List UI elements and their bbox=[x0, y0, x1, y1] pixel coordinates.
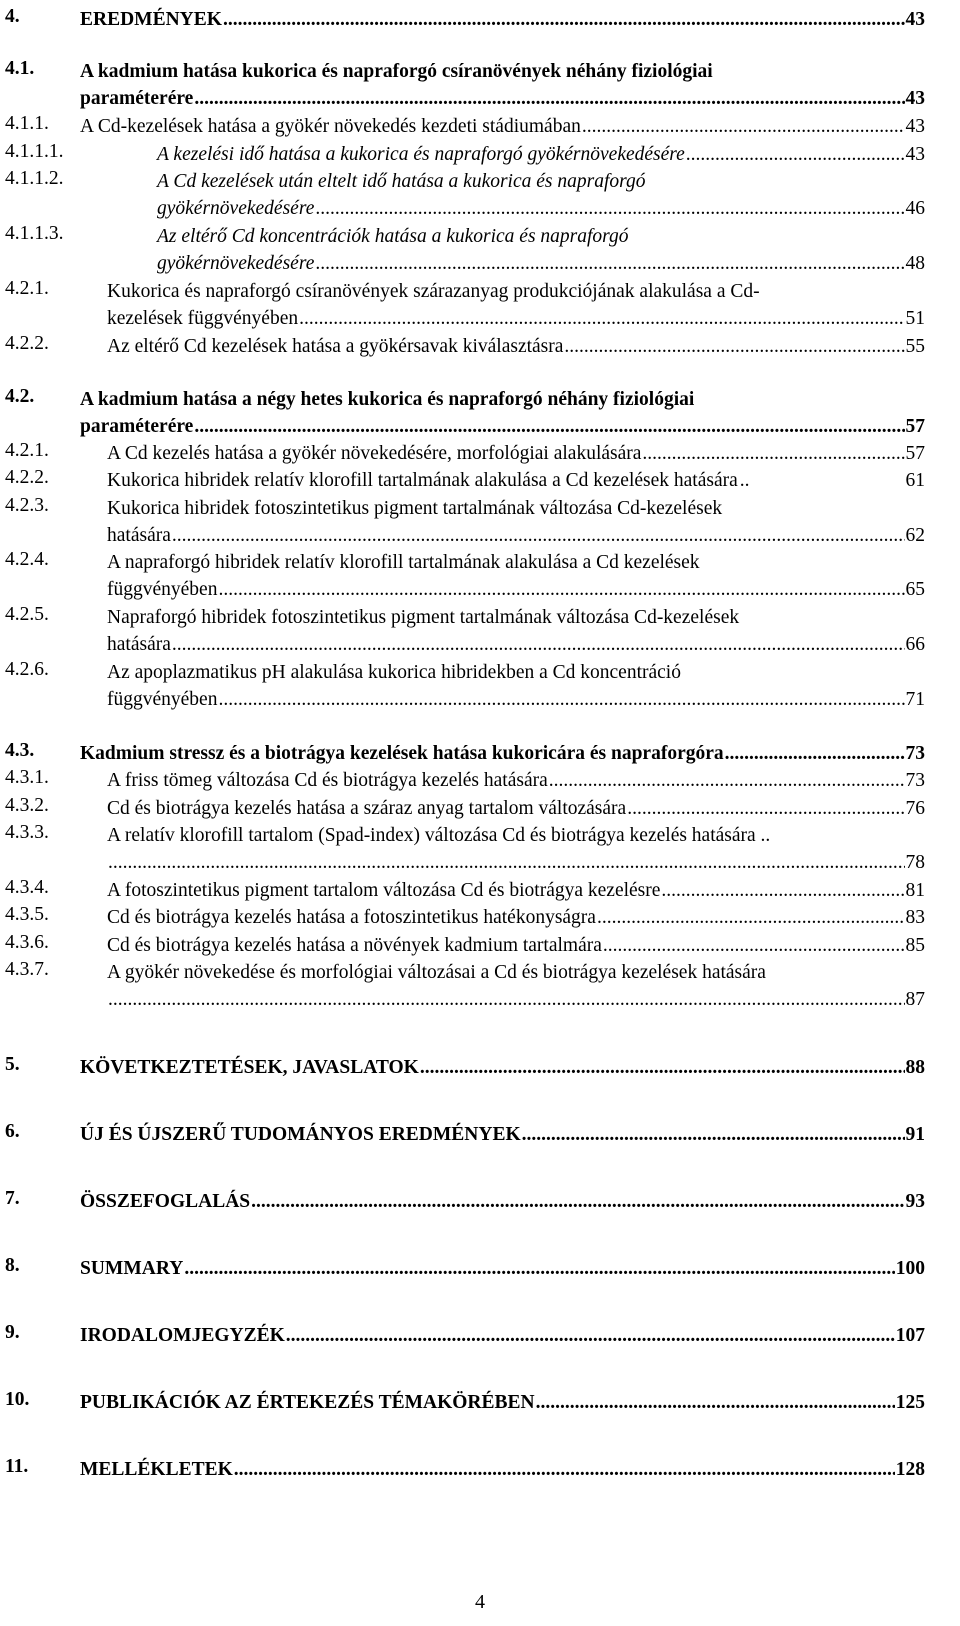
toc-entry-page: 73 bbox=[905, 770, 925, 791]
toc-entry-page: 61 bbox=[905, 470, 925, 491]
toc-entry-page: 85 bbox=[905, 935, 925, 956]
toc-entry-page: 71 bbox=[905, 689, 925, 710]
toc-entry-title: A Cd kezelések után eltelt idő hatása a kukorica és napraforgó bbox=[157, 171, 646, 192]
toc-entry-title-cont: gyökérnövekedésére bbox=[157, 253, 315, 274]
toc-entry-page: 55 bbox=[905, 336, 925, 357]
toc-entry-number: 4. bbox=[5, 6, 20, 27]
toc-entry-number: 4.3.3. bbox=[5, 822, 49, 843]
toc-entry-page: 128 bbox=[895, 1459, 925, 1480]
toc-entry-title: A kadmium hatása kukorica és napraforgó csíranövények néhány fiziológiai bbox=[80, 61, 713, 82]
toc-entry-number: 4.3.4. bbox=[5, 877, 49, 898]
toc-entry-number: 4.3.5. bbox=[5, 904, 49, 925]
toc-entry-page: 100 bbox=[895, 1258, 925, 1279]
toc-entry-number: 4.3.1. bbox=[5, 767, 49, 788]
toc-entry-page: 125 bbox=[895, 1392, 925, 1413]
toc-entry-page: 46 bbox=[905, 198, 925, 219]
toc-entry-page: 43 bbox=[905, 9, 925, 30]
toc-entry-title: SUMMARY bbox=[80, 1258, 184, 1279]
toc-entry-title: Kukorica hibridek fotoszintetikus pigment tartalmának változása Cd-kezelések bbox=[107, 498, 723, 519]
toc-entry-page: 43 bbox=[905, 144, 925, 165]
toc-entry-title: A Cd-kezelések hatása a gyökér növekedés kezdeti stádiumában bbox=[80, 116, 581, 137]
toc-entry-title: A kezelési idő hatása a kukorica és napraforgó gyökérnövekedésére bbox=[157, 144, 685, 165]
toc-entry-page: 88 bbox=[905, 1057, 925, 1078]
toc-entry-number: 4.3.2. bbox=[5, 795, 49, 816]
toc-entry-number: 4.2.1. bbox=[5, 278, 49, 299]
toc-entry-title: A kadmium hatása a négy hetes kukorica és napraforgó néhány fiziológiai bbox=[80, 389, 695, 410]
toc-entry-title-cont: függvényében bbox=[107, 689, 218, 710]
toc-entry-number: 4.1. bbox=[5, 58, 35, 79]
toc-entry-page: 73 bbox=[905, 743, 925, 764]
toc-entry-page: 78 bbox=[905, 852, 925, 873]
toc-entry-number: 4.3.7. bbox=[5, 959, 49, 980]
page-number: 4 bbox=[475, 1591, 485, 1613]
toc-entry-page: 65 bbox=[905, 579, 925, 600]
toc-entry-page: 62 bbox=[905, 525, 925, 546]
toc-entry-title: PUBLIKÁCIÓK AZ ÉRTEKEZÉS TÉMAKÖRÉBEN bbox=[80, 1392, 535, 1413]
toc-entry-title: Cd és biotrágya kezelés hatása a növények kadmium tartalmára bbox=[107, 935, 602, 956]
toc-entry-page: 43 bbox=[905, 88, 925, 109]
toc-entry-number: 6. bbox=[5, 1121, 20, 1142]
toc-entry-number: 4.1.1. bbox=[5, 113, 49, 134]
toc-entry-number: 8. bbox=[5, 1255, 20, 1276]
toc-entry-number: 4.2.1. bbox=[5, 440, 49, 461]
toc-entry-number: 4.2.6. bbox=[5, 659, 49, 680]
toc-entry-page: 76 bbox=[905, 798, 925, 819]
toc-entry-title-cont: paraméterére bbox=[80, 88, 194, 109]
toc-entry-number: 4.2.4. bbox=[5, 549, 49, 570]
toc-entry-title: ÚJ ÉS ÚJSZERŰ TUDOMÁNYOS EREDMÉNYEK bbox=[80, 1124, 521, 1145]
toc-entry-title: Kukorica hibridek relatív klorofill tartalmának alakulása a Cd kezelések hatására bbox=[107, 470, 738, 491]
toc-entry-page: 66 bbox=[905, 634, 925, 655]
toc-entry-title: Az eltérő Cd kezelések hatása a gyökérsavak kiválasztásra bbox=[107, 336, 564, 357]
toc-entry-title: A fotoszintetikus pigment tartalom változása Cd és biotrágya kezelésre bbox=[107, 880, 661, 901]
toc-entry-number: 4.2.3. bbox=[5, 495, 49, 516]
toc-entry-title: A relatív klorofill tartalom (Spad-index) változása Cd és biotrágya kezelés hatására .. bbox=[107, 825, 771, 846]
toc-entry-title: Kukorica és napraforgó csíranövények szárazanyag produkciójának alakulása a Cd- bbox=[107, 281, 760, 302]
toc-entry-title: IRODALOMJEGYZÉK bbox=[80, 1325, 285, 1346]
toc-entry-page: 107 bbox=[895, 1325, 925, 1346]
toc-entry-page: 57 bbox=[905, 416, 925, 437]
toc-entry-number: 4.2.2. bbox=[5, 333, 49, 354]
toc-entry-number: 4.1.1.1. bbox=[5, 141, 64, 162]
toc-entry-page: 93 bbox=[905, 1191, 925, 1212]
toc-entry-title-cont: hatására bbox=[107, 634, 171, 655]
toc-entry-number: 9. bbox=[5, 1322, 20, 1343]
toc-entry-title: MELLÉKLETEK bbox=[80, 1459, 233, 1480]
toc-entry-number: 11. bbox=[5, 1456, 29, 1477]
toc-entry-page: 81 bbox=[905, 880, 925, 901]
toc-entry-title: ÖSSZEFOGLALÁS bbox=[80, 1191, 251, 1212]
toc-entry-title: Napraforgó hibridek fotoszintetikus pigment tartalmának változása Cd-kezelések bbox=[107, 607, 740, 628]
toc-entry-number: 4.2.5. bbox=[5, 604, 49, 625]
toc-entry-title: Cd és biotrágya kezelés hatása a fotoszintetikus hatékonyságra bbox=[107, 907, 596, 928]
toc-entry-title: Az eltérő Cd koncentrációk hatása a kukorica és napraforgó bbox=[157, 226, 629, 247]
toc-entry-page: 51 bbox=[905, 308, 925, 329]
toc-entry-number: 5. bbox=[5, 1054, 20, 1075]
toc-entry-page: 91 bbox=[905, 1124, 925, 1145]
toc-entry-page: 57 bbox=[905, 443, 925, 464]
toc-entry-number: 4.2.2. bbox=[5, 467, 49, 488]
toc-entry-page: 48 bbox=[905, 253, 925, 274]
toc-entry-title: KÖVETKEZTETÉSEK, JAVASLATOK bbox=[80, 1057, 419, 1078]
toc-entry-title-cont: paraméterére bbox=[80, 416, 194, 437]
toc-entry-title: A napraforgó hibridek relatív klorofill tartalmának alakulása a Cd kezelések bbox=[107, 552, 700, 573]
toc-entry-title-cont: kezelések függvényében bbox=[107, 308, 299, 329]
toc-entry-number: 4.1.1.2. bbox=[5, 168, 64, 189]
toc-entry-title: Cd és biotrágya kezelés hatása a száraz anyag tartalom változására bbox=[107, 798, 627, 819]
toc-entry-page: 87 bbox=[905, 989, 925, 1010]
toc-entry-title: Az apoplazmatikus pH alakulása kukorica hibridekben a Cd koncentráció bbox=[107, 662, 681, 683]
toc-entry-title-cont: gyökérnövekedésére bbox=[157, 198, 315, 219]
toc-entry-title: EREDMÉNYEK bbox=[80, 9, 222, 30]
toc-entry-number: 4.2. bbox=[5, 386, 35, 407]
toc-entry-title: A friss tömeg változása Cd és biotrágya kezelés hatására bbox=[107, 770, 548, 791]
toc-entry-title-cont: hatására bbox=[107, 525, 171, 546]
toc-entry-title: A Cd kezelés hatása a gyökér növekedésére, morfológiai alakulására bbox=[107, 443, 642, 464]
toc-entry-page: 43 bbox=[905, 116, 925, 137]
toc-entry-number: 7. bbox=[5, 1188, 20, 1209]
toc-entry-number: 10. bbox=[5, 1389, 30, 1410]
toc-entry-number: 4.3.6. bbox=[5, 932, 49, 953]
toc-entry-title-cont: függvényében bbox=[107, 579, 218, 600]
toc-entry-number: 4.3. bbox=[5, 740, 35, 761]
toc-entry-page: 83 bbox=[905, 907, 925, 928]
toc-entry-title: A gyökér növekedése és morfológiai változásai a Cd és biotrágya kezelések hatására bbox=[107, 962, 766, 983]
toc-entry-title: Kadmium stressz és a biotrágya kezelések hatása kukoricára és napraforgóra bbox=[80, 743, 724, 764]
toc-entry-leader: .. bbox=[739, 470, 750, 491]
toc-entry-number: 4.1.1.3. bbox=[5, 223, 64, 244]
